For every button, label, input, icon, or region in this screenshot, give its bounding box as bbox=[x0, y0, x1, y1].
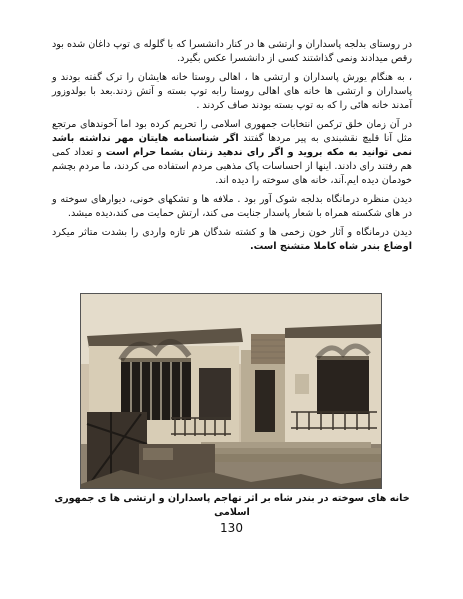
paragraph-3 bbox=[52, 118, 412, 188]
bold-text-segment: اگر شناسنامه هایتان مهر نداشته باشد نمی توانید به مکه بروید و اگر رای ندهید زنتان بشما حرام است bbox=[52, 133, 412, 158]
text-segment: در روستای بدلجه پاسداران و ارتشی ها در کنار دانشسرا که با گلوله ی توپ داغان شده بود رقص میدادند ونمی گذاشتند کسی از دانشسرا عکس بگیرد. bbox=[52, 39, 412, 64]
body-text bbox=[52, 38, 412, 259]
paragraph-1 bbox=[52, 38, 412, 66]
paragraph-5 bbox=[52, 226, 412, 254]
photo-caption: خانه های سوخته در بندر شاه بر اثر تهاجم پاسداران و ارتشی ها ی جمهوری اسلامی bbox=[54, 493, 410, 518]
bold-text-segment: اوضاع بندر شاه کاملا متشنج است. bbox=[249, 241, 412, 252]
page-number: 130 bbox=[220, 521, 243, 535]
text-segment: ، به هنگام یورش پاسداران و ارتشی ها ، اهالی روستا خانه هایشان را ترک گفته بودند و پاسداران و ارتشی ها خانه های اهالی روستا رابه توپ بسته و آتش زدند.بعد با بولدوزور آمدند خانه هائی را که به توپ بسته بودند صاف کردند . bbox=[52, 72, 412, 111]
paragraph-4 bbox=[52, 193, 412, 221]
text-segment: و تعداد کمی هم رفتند رای دادند. اینها از احساسات پاک مذهبی مردم استفاده می کردند، ما مردم بچشم خودمان دیده ایم.آند، خانه های سوخته را دیده اند. bbox=[52, 147, 412, 186]
photo-illustration bbox=[81, 294, 381, 488]
burned-houses-photo bbox=[80, 293, 382, 489]
text-segment: دیدن درمانگاه و آثار خون زخمی ها و کشته شدگان هر تازه واردی را بشدت متاثر میکرد bbox=[52, 227, 412, 238]
paragraph-2 bbox=[52, 71, 412, 113]
text-segment: در آن زمان خلق ترکمن انتخابات جمهوری اسلامی را تحریم کرده بود اما آخوندهای مرتجع مثل آنا قلیچ نقشبندی به پیر مردها گفتند bbox=[52, 119, 412, 144]
text-segment: دیدن منظره درمانگاه بدلجه شوک آور بود . ملافه ها و تشکهای خونی، دیوارهای سوخته و در های شکسته همراه با شعار پاسدار جنایت می کند، ارتش حمایت می کند،دیده میشد. bbox=[52, 194, 412, 219]
